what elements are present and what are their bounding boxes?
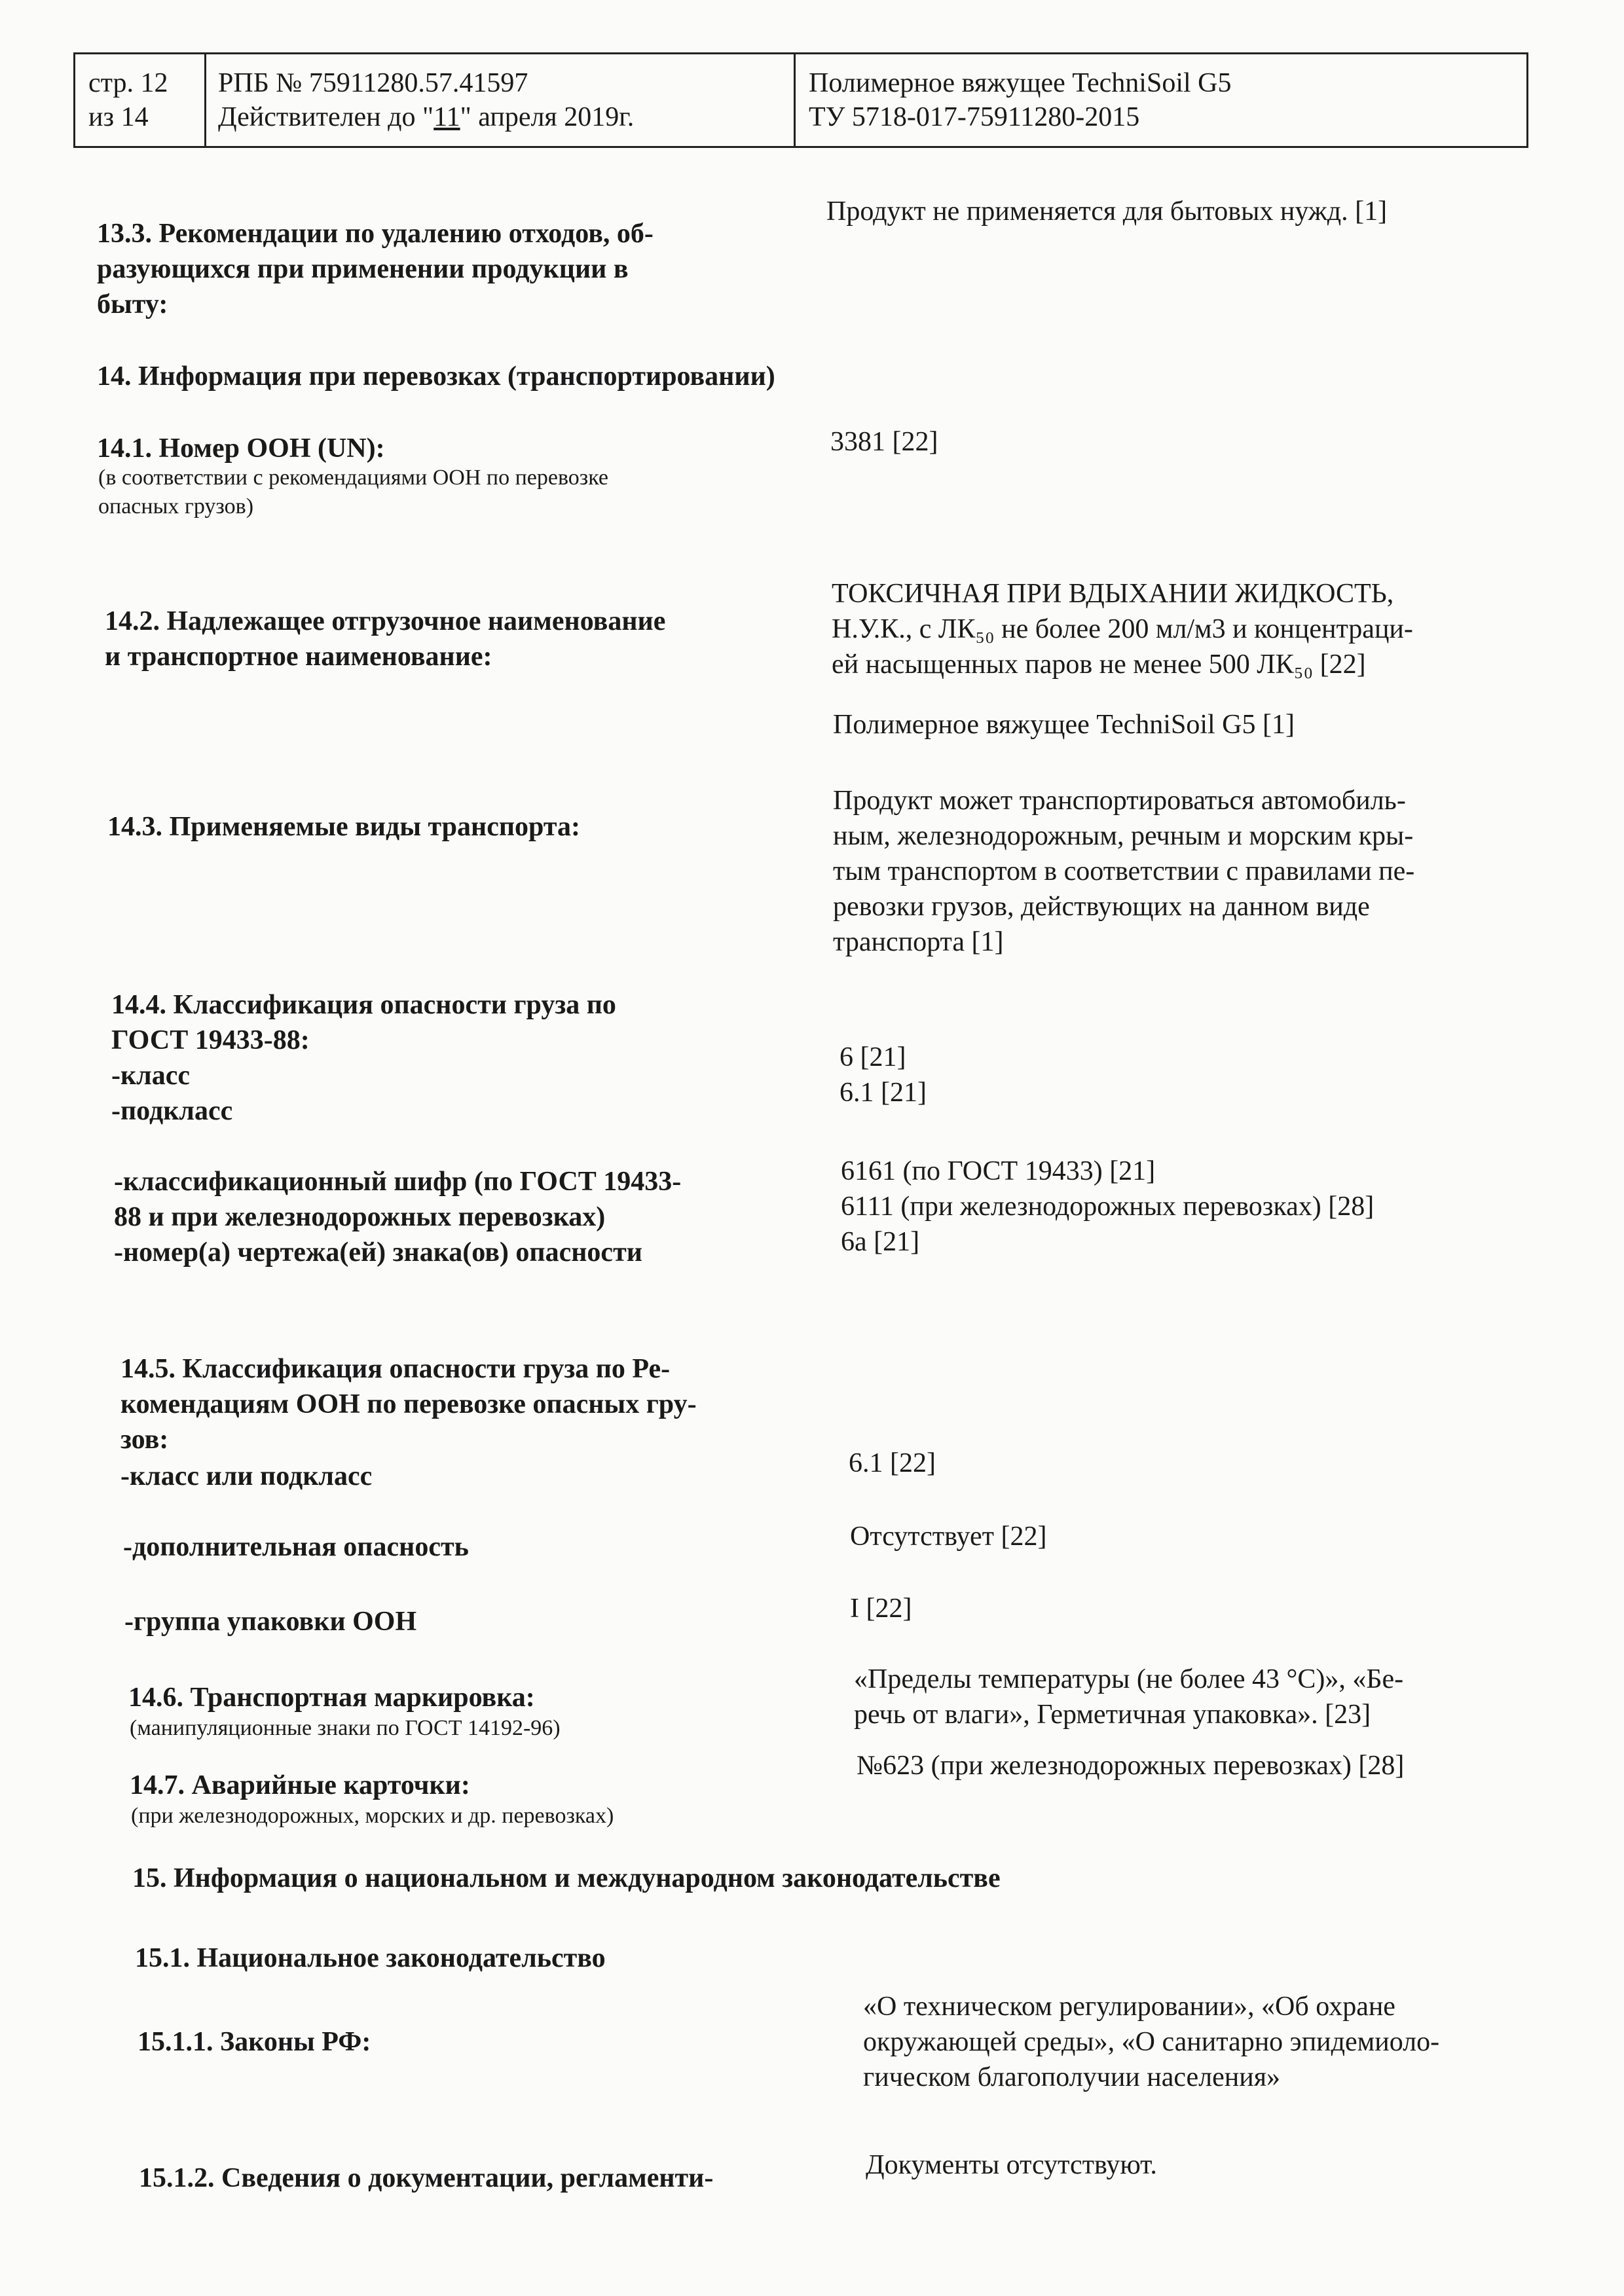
s15-1-1-value-l3: гическом благополучии населения» — [863, 2062, 1281, 2092]
s14-6-value-l1: «Пределы температуры (не более 43 °С)», «Бе- — [854, 1664, 1404, 1694]
s15-1-1-label: 15.1.1. Законы РФ: — [138, 2027, 371, 2057]
s14-5-group-value: I [22] — [850, 1594, 912, 1624]
s14-4-label-l2: ГОСТ 19433-88: — [111, 1025, 310, 1055]
s14-1-note-l2: опасных грузов) — [98, 494, 254, 519]
s14-4-sign-value: 6а [21] — [841, 1227, 920, 1257]
header-page-cell — [75, 54, 206, 146]
s14-2-label-l1: 14.2. Надлежащее отгрузочное наименование — [105, 606, 666, 636]
s14-5-class-value: 6.1 [22] — [849, 1448, 936, 1478]
s14-7-value: №623 (при железнодорожных перевозках) [28] — [857, 1751, 1405, 1781]
s14-2-label-l2: и транспортное наименование: — [105, 642, 492, 672]
header-rpb-cell — [206, 54, 796, 146]
s14-4-code-label-l1: -классификационный шифр (по ГОСТ 19433- — [114, 1167, 682, 1197]
s14-1-note-l1: (в соответствии с рекомендациями ООН по перевозке — [98, 465, 608, 490]
s14-1-label: 14.1. Номер ООН (UN): — [97, 433, 385, 464]
header-table — [73, 52, 1528, 148]
validity-day: 11 — [434, 102, 460, 132]
s14-4-sign-label: -номер(а) чертежа(ей) знака(ов) опасности — [114, 1237, 642, 1267]
s14-3-value-l5: транспорта [1] — [833, 927, 1004, 957]
s13-3-value: Продукт не применяется для бытовых нужд. [1] — [826, 196, 1388, 227]
s14-5-label-l3: зов: — [120, 1425, 169, 1455]
page-total: из 14 — [88, 102, 149, 132]
s14-4-code-label-l2: 88 и при железнодорожных перевозках) — [114, 1202, 606, 1232]
s13-3-label-l3: быту: — [97, 289, 168, 319]
s14-5-class-label: -класс или подкласс — [120, 1461, 373, 1491]
s14-6-value-l2: речь от влаги», Герметичная упаковка». [23] — [854, 1700, 1371, 1730]
s14-7-note: (при железнодорожных, морских и др. перевозках) — [131, 1804, 614, 1828]
s14-7-label: 14.7. Аварийные карточки: — [130, 1770, 470, 1800]
s14-2-value-l2: Н.У.К., с ЛК₅₀ не более 200 мл/м3 и концентраци- — [832, 614, 1413, 644]
rpb-number: РПБ № 75911280.57.41597 — [218, 68, 528, 98]
s13-3-label-l2: разующихся при применении продукции в — [97, 254, 629, 284]
s14-5-label-l1: 14.5. Классификация опасности груза по Ре- — [120, 1354, 671, 1384]
s13-3-label-l1: 13.3. Рекомендации по удалению отходов, об- — [97, 219, 654, 249]
s15-1-1-value-l2: окружающей среды», «О санитарно эпидемиоло- — [863, 2027, 1440, 2057]
s14-4-code-value-l2: 6111 (при железнодорожных перевозках) [28] — [841, 1192, 1375, 1222]
s15-1-title: 15.1. Национальное законодательство — [135, 1943, 606, 1973]
s14-6-note: (манипуляционные знаки по ГОСТ 14192-96) — [130, 1716, 561, 1740]
s14-4-subclass-value: 6.1 [21] — [840, 1078, 927, 1108]
section-14-title: 14. Информация при перевозках (транспортировании) — [97, 361, 775, 392]
validity-prefix: Действителен до " — [218, 102, 434, 132]
s14-4-subclass-label: -подкласс — [111, 1096, 233, 1126]
s15-1-2-value: Документы отсутствуют. — [866, 2150, 1157, 2180]
s14-2-value-l1: ТОКСИЧНАЯ ПРИ ВДЫХАНИИ ЖИДКОСТЬ, — [832, 579, 1394, 609]
page-number: стр. 12 — [88, 68, 168, 98]
product-name: Полимерное вяжущее TechniSoil G5 — [809, 68, 1232, 98]
section-15-title: 15. Информация о национальном и международном законодательстве — [132, 1863, 1001, 1893]
product-spec: ТУ 5718-017-75911280-2015 — [809, 102, 1140, 132]
s14-6-label: 14.6. Транспортная маркировка: — [128, 1683, 535, 1713]
s14-4-class-label: -класс — [111, 1061, 191, 1091]
validity-line — [218, 100, 794, 134]
s14-3-value-l2: ным, железнодорожным, речным и морским кры- — [833, 821, 1414, 851]
s14-5-group-label: -группа упаковки ООН — [124, 1607, 417, 1637]
s14-1-value: 3381 [22] — [830, 427, 938, 457]
s14-4-class-value: 6 [21] — [840, 1042, 906, 1072]
s14-5-extra-value: Отсутствует [22] — [850, 1522, 1047, 1552]
s14-2-value-l3: ей насыщенных паров не менее 500 ЛК₅₀ [22] — [832, 649, 1366, 680]
s14-3-value-l4: ревозки грузов, действующих на данном виде — [833, 892, 1370, 922]
s14-3-label: 14.3. Применяемые виды транспорта: — [107, 812, 580, 842]
validity-suffix: " апреля 2019г. — [460, 102, 635, 132]
header-product-cell — [796, 54, 1526, 146]
s15-1-2-label: 15.1.2. Сведения о документации, регламенти- — [139, 2163, 714, 2193]
s15-1-1-value-l1: «О техническом регулировании», «Об охране — [863, 1992, 1395, 2022]
s14-2-value-l4: Полимерное вяжущее TechniSoil G5 [1] — [833, 710, 1295, 740]
s14-3-value-l3: тым транспортом в соответствии с правилами пе- — [833, 856, 1415, 886]
s14-5-extra-label: -дополнительная опасность — [123, 1532, 469, 1562]
s14-5-label-l2: комендациям ООН по перевозке опасных гру- — [120, 1389, 697, 1419]
s14-3-value-l1: Продукт может транспортироваться автомобиль- — [833, 786, 1406, 816]
s14-4-label-l1: 14.4. Классификация опасности груза по — [111, 990, 616, 1020]
s14-4-code-value-l1: 6161 (по ГОСТ 19433) [21] — [841, 1156, 1156, 1186]
